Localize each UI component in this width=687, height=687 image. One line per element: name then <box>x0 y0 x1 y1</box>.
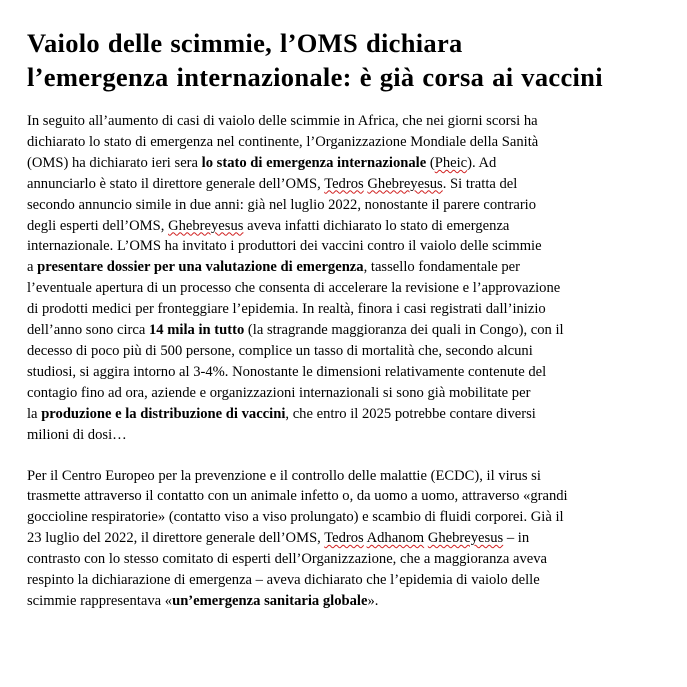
text-run: dell’anno sono circa <box>27 322 149 339</box>
text-line: trasmette attraverso il contatto con un animale infetto o, da uomo a uomo, attraverso «grandi <box>27 488 568 505</box>
spellcheck-word: Tedros <box>324 530 364 547</box>
text-run: , che entro il 2025 potrebbe contare diversi <box>285 405 536 422</box>
spellcheck-word: Tedros <box>324 175 364 192</box>
spellcheck-word: Pheic <box>434 154 468 171</box>
text-run: – in <box>503 530 530 547</box>
bold-phrase: un’emergenza sanitaria globale <box>172 592 368 609</box>
text-run: . Si tratta del <box>442 175 518 192</box>
bold-phrase: lo stato di emergenza internazionale <box>201 154 427 171</box>
text-line: studiosi, si aggira intorno al 3-4%. Nonostante le dimensioni relativamente contenute del <box>27 363 547 380</box>
text-line: goccioline respiratorie» (contatto viso a viso prolungato) e scambio di fluidi corporei. Già il <box>27 509 564 526</box>
paragraph-2 <box>27 466 667 612</box>
bold-phrase: produzione e la distribuzione di vaccini <box>41 405 286 422</box>
text-line: decesso di poco più di 500 persone, complice un tasso di mortalità che, secondo alcuni <box>27 342 533 359</box>
paragraph-1 <box>27 111 667 446</box>
text-run: annunciarlo è stato il direttore generale dell’OMS, <box>27 175 325 192</box>
text-line <box>27 216 667 237</box>
text-run: la <box>27 405 42 422</box>
text-run: ). Ad <box>467 154 497 171</box>
text-run: 23 luglio del 2022, il direttore generale dell’OMS, <box>27 530 325 547</box>
text-line: milioni di dosi… <box>27 426 127 443</box>
text-run: aveva infatti dichiarato lo stato di emergenza <box>243 217 510 234</box>
text-line <box>27 320 667 341</box>
article-title <box>27 26 667 94</box>
text-run: ( <box>426 154 435 171</box>
text-line: l’eventuale apertura di un processo che consenta di accelerare la revisione e l’approvazione <box>27 280 561 297</box>
article <box>27 26 667 612</box>
text-run: ». <box>367 592 379 609</box>
text-line: dichiarato lo stato di emergenza nel continente, l’Organizzazione Mondiale della Sanità <box>27 133 539 150</box>
bold-phrase: presentare dossier per una valutazione di emergenza <box>37 259 364 276</box>
text-run: degli esperti dell’OMS, <box>27 217 169 234</box>
text-line: respinto la dichiarazione di emergenza – aveva dichiarato che l’epidemia di vaiolo delle <box>27 572 540 589</box>
text-line <box>27 153 667 174</box>
text-line: internazionale. L’OMS ha invitato i produttori dei vaccini contro il vaiolo delle scimmie <box>27 238 542 255</box>
spellcheck-word: Ghebreyesus <box>168 217 244 234</box>
text-line: contrasto con lo stesso comitato di esperti dell’Organizzazione, che a maggioranza aveva <box>27 551 548 568</box>
text-line: secondo annuncio simile in due anni: già nel luglio 2022, nonostante il parere contrario <box>27 196 537 213</box>
text-line: Per il Centro Europeo per la prevenzione e il controllo delle malattie (ECDC), il virus si <box>27 467 541 484</box>
spellcheck-word: Ghebreyesus <box>427 530 504 547</box>
bold-phrase: 14 mila in tutto <box>148 322 245 339</box>
text-line <box>27 404 667 425</box>
text-run: (OMS) ha dichiarato ieri sera <box>27 154 202 171</box>
text-line <box>27 591 667 612</box>
spellcheck-word: Ghebreyesus <box>367 175 443 192</box>
text-line: di prodotti medici per fronteggiare l’epidemia. In realtà, finora i casi registrati dall’inizio <box>27 301 546 318</box>
text-line <box>27 257 667 278</box>
text-line <box>27 528 667 549</box>
text-line <box>27 174 667 195</box>
title-line: Vaiolo delle scimmie, l’OMS dichiara <box>27 28 463 58</box>
title-line: l’emergenza internazionale: è già corsa ai vaccini <box>27 62 603 92</box>
text-line: contagio fino ad ora, aziende e organizzazioni internazionali si sono già mobilitate per <box>27 384 531 401</box>
text-run: (la stragrande maggioranza dei quali in Congo), con il <box>244 322 564 339</box>
text-run: , tassello fondamentale per <box>363 259 521 276</box>
text-run: scimmie rappresentava « <box>27 592 173 609</box>
spellcheck-word: Adhanom <box>366 530 425 547</box>
text-run: a <box>27 259 38 276</box>
text-line: In seguito all’aumento di casi di vaiolo delle scimmie in Africa, che nei giorni scorsi ha <box>27 113 538 129</box>
